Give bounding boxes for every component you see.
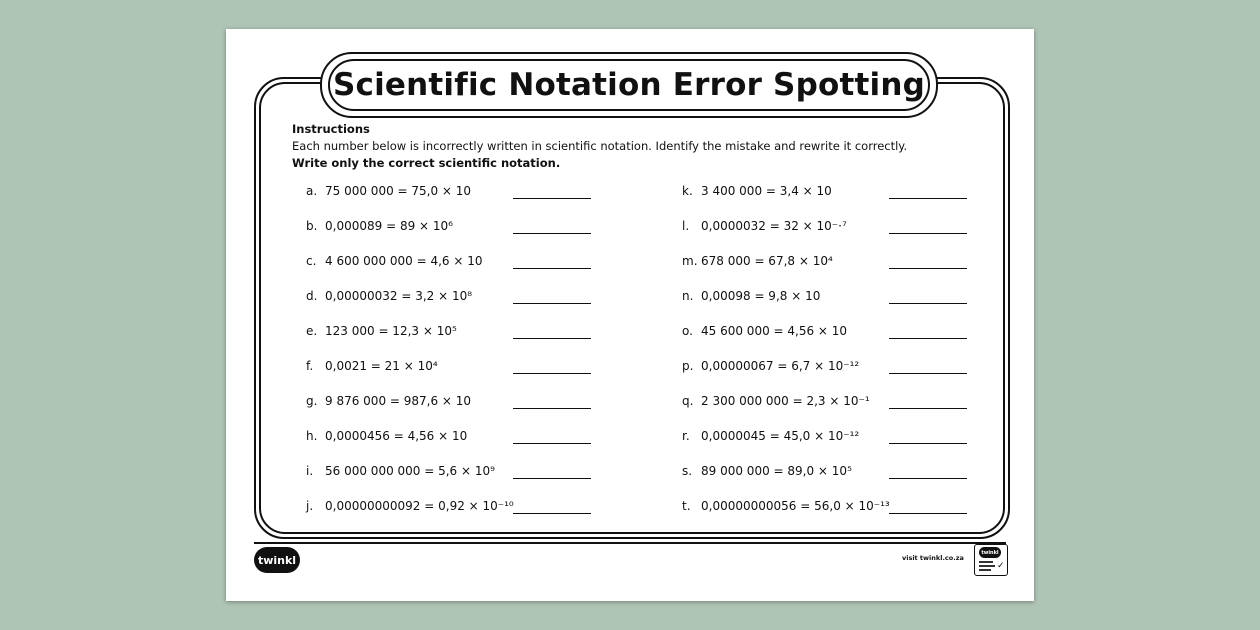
question-letter: l. (682, 219, 690, 233)
question-letter: j. (306, 499, 314, 513)
question-row (306, 429, 666, 464)
question-row (306, 499, 666, 534)
question-row (682, 184, 1042, 219)
answer-line[interactable] (889, 198, 967, 199)
question-text: 0,0000032 = 32 × 10⁻·⁷ (701, 219, 847, 233)
footer-divider (254, 542, 1006, 544)
question-letter: a. (306, 184, 318, 198)
question-row (682, 219, 1042, 254)
answer-line[interactable] (889, 443, 967, 444)
answer-line[interactable] (513, 303, 591, 304)
question-text: 0,000089 = 89 × 10⁶ (325, 219, 453, 233)
question-letter: r. (682, 429, 690, 443)
question-letter: b. (306, 219, 318, 233)
answer-line[interactable] (513, 373, 591, 374)
question-row (306, 219, 666, 254)
instructions-line-1: Each number below is incorrectly written in scientific notation. Identify the mistake and rewrite it correctly. (292, 139, 908, 153)
question-text: 0,0000045 = 45,0 × 10⁻¹² (701, 429, 860, 443)
question-letter: s. (682, 464, 693, 478)
twinkl-logo: twinkl (254, 547, 300, 573)
instructions-block (292, 121, 972, 172)
question-row (682, 394, 1042, 429)
question-letter: e. (306, 324, 318, 338)
title-banner (320, 52, 938, 118)
question-text: 0,0021 = 21 × 10⁴ (325, 359, 438, 373)
answer-line[interactable] (889, 373, 967, 374)
question-letter: k. (682, 184, 693, 198)
answer-line[interactable] (513, 338, 591, 339)
question-letter: g. (306, 394, 318, 408)
question-text: 75 000 000 = 75,0 × 10 (325, 184, 472, 198)
question-letter: i. (306, 464, 314, 478)
quality-badge (974, 544, 1008, 576)
answer-line[interactable] (889, 268, 967, 269)
question-row (682, 359, 1042, 394)
question-text: 0,00098 = 9,8 × 10 (701, 289, 821, 303)
question-row (306, 464, 666, 499)
question-row (682, 499, 1042, 534)
instructions-line-2: Write only the correct scientific notation. (292, 156, 561, 170)
question-letter: h. (306, 429, 318, 443)
question-text: 0,00000067 = 6,7 × 10⁻¹² (701, 359, 860, 373)
question-row (682, 464, 1042, 499)
question-letter: p. (682, 359, 694, 373)
question-row (682, 429, 1042, 464)
question-letter: f. (306, 359, 314, 373)
answer-line[interactable] (889, 408, 967, 409)
answer-line[interactable] (889, 303, 967, 304)
answer-line[interactable] (889, 233, 967, 234)
question-text: 0,0000456 = 4,56 × 10 (325, 429, 468, 443)
answer-line[interactable] (513, 268, 591, 269)
question-letter: t. (682, 499, 691, 513)
question-text: 0,00000000056 = 56,0 × 10⁻¹³ (701, 499, 890, 513)
question-text: 4 600 000 000 = 4,6 × 10 (325, 254, 483, 268)
question-row (306, 184, 666, 219)
answer-line[interactable] (513, 478, 591, 479)
question-row (682, 324, 1042, 359)
question-text: 123 000 = 12,3 × 10⁵ (325, 324, 457, 338)
question-text: 678 000 = 67,8 × 10⁴ (701, 254, 833, 268)
question-row (306, 289, 666, 324)
badge-line (979, 565, 995, 567)
checkmark-icon: ✓ (997, 561, 1005, 571)
questions-left-column (306, 184, 666, 534)
question-text: 0,00000032 = 3,2 × 10⁸ (325, 289, 473, 303)
question-letter: d. (306, 289, 318, 303)
question-row (306, 394, 666, 429)
answer-line[interactable] (889, 478, 967, 479)
question-row (682, 254, 1042, 289)
badge-logo: twinkl (979, 547, 1001, 558)
question-text: 0,00000000092 = 0,92 × 10⁻¹⁰ (325, 499, 514, 513)
answer-line[interactable] (513, 408, 591, 409)
answer-line[interactable] (889, 338, 967, 339)
question-text: 89 000 000 = 89,0 × 10⁵ (701, 464, 852, 478)
question-letter: c. (306, 254, 317, 268)
page-title: Scientific Notation Error Spotting (332, 67, 925, 103)
site-url[interactable]: visit twinkl.co.za (902, 554, 964, 562)
question-letter: q. (682, 394, 694, 408)
badge-line (979, 561, 993, 563)
question-row (306, 324, 666, 359)
question-row (306, 359, 666, 394)
question-letter: n. (682, 289, 694, 303)
questions-right-column (682, 184, 1042, 534)
title-banner-inner (328, 59, 930, 111)
answer-line[interactable] (889, 513, 967, 514)
question-letter: o. (682, 324, 693, 338)
answer-line[interactable] (513, 443, 591, 444)
question-text: 2 300 000 000 = 2,3 × 10⁻¹ (701, 394, 870, 408)
question-row (682, 289, 1042, 324)
worksheet-page (226, 29, 1034, 601)
question-row (306, 254, 666, 289)
question-text: 9 876 000 = 987,6 × 10 (325, 394, 472, 408)
question-text: 45 600 000 = 4,56 × 10 (701, 324, 848, 338)
question-text: 56 000 000 000 = 5,6 × 10⁹ (325, 464, 495, 478)
answer-line[interactable] (513, 233, 591, 234)
question-letter: m. (682, 254, 698, 268)
instructions-heading: Instructions (292, 122, 370, 136)
answer-line[interactable] (513, 198, 591, 199)
answer-line[interactable] (513, 513, 591, 514)
question-text: 3 400 000 = 3,4 × 10 (701, 184, 832, 198)
badge-line (979, 569, 991, 571)
